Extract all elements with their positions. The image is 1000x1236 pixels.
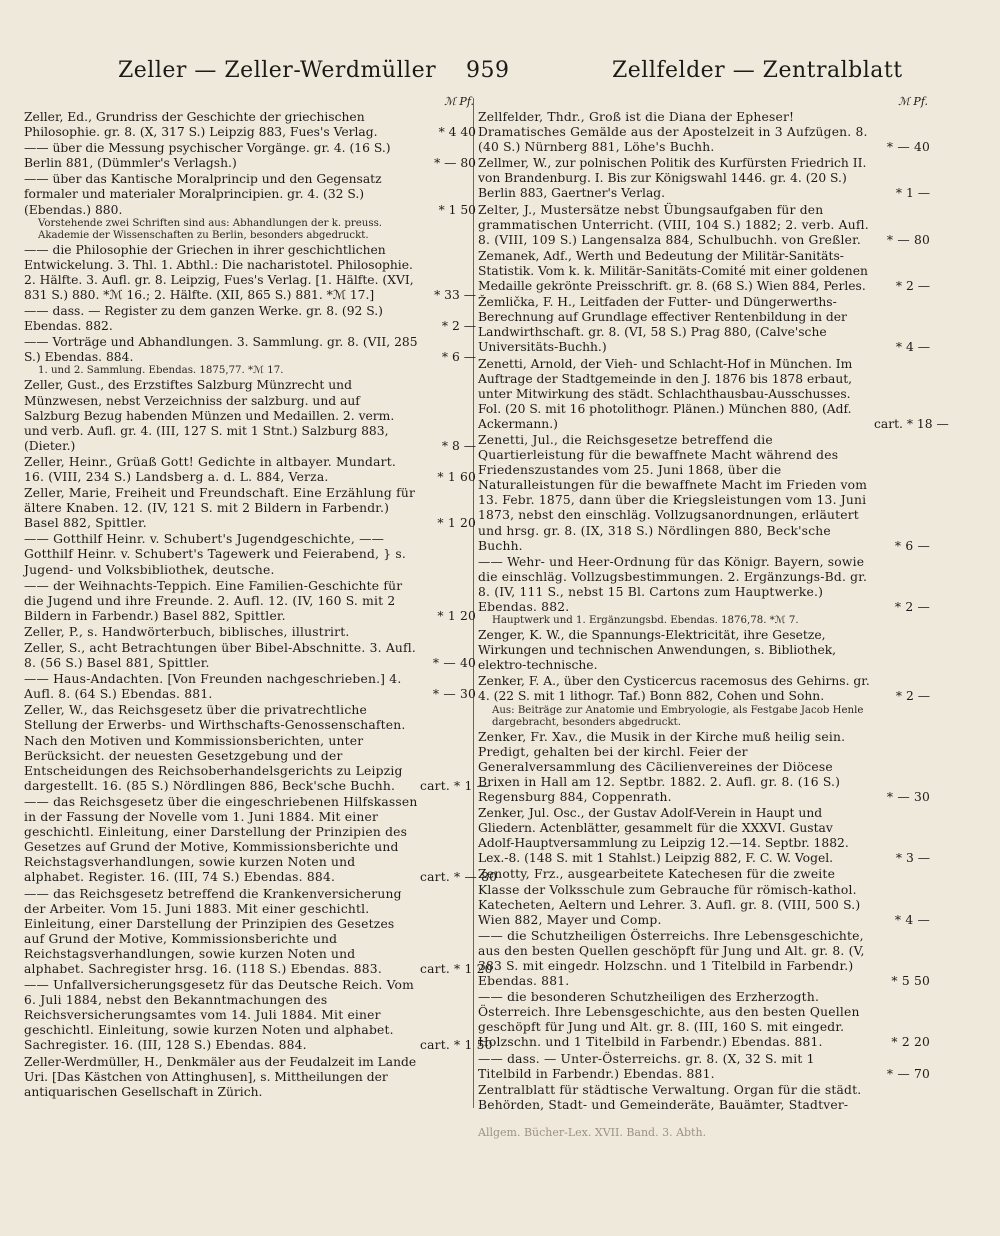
catalog-entry [24,1055,476,1100]
catalog-entry [24,141,476,171]
catalog-entry [478,555,930,615]
running-head [0,58,1000,88]
entry-price: * 1 50 [438,202,476,217]
currency-header: ℳ Pf. [898,95,928,108]
entry-price: * — 40 [886,140,930,155]
entry-text: Zentralblatt für städtische Verwaltung. Organ für die städt. Behörden, Stadt- und Gemeinderäte, Bauämter, Stadtver- [478,1082,862,1112]
entry-price: * 1 60 [437,469,476,484]
catalog-entry [24,794,498,886]
entry-price: cart. * 1 20 [420,961,493,976]
entry-text: Zeller-Werdmüller, H., Denkmäler aus der Feudalzeit im Lande Uri. [Das Kästchen von Attinghusen], s. Mittheilungen der antiquarischen Gesellschaft in Zürich. [24,1054,417,1099]
running-head-left: Zeller — Zeller-Werdmüller [118,58,437,83]
entry-price: * 4 — [895,340,930,355]
entry-price: * 33 — [434,287,476,302]
catalog-entry [478,156,930,201]
entry-text: Zenger, K. W., die Spannungs-Elektricität, ihre Gesetze, Wirkungen und technischen Anwendungen, s. Bibliothek, elektro-technische. [478,628,837,673]
entry-price: * — 30 [886,789,930,804]
left-column [24,94,498,1100]
entry-text: —— das Reichsgesetz betreffend die Krankenversicherung der Arbeiter. Vom 15. Juni 1883. Mit einer geschichtl. Einleitung, einer Darstellung der Prinzipien des Gesetzes auf Grund der Motive, Kommissionsberichte und Reichstagsverhandlungen, sowie kurzen Noten und alphabet. Sachregister hrsg. 16. (118 S.) Ebendas. 883. [24,886,402,976]
entry-price: * 8 — [441,438,476,453]
left-entries [24,110,498,1100]
entry-text: —— die besonderen Schutzheiligen des Erzherzogth. Österreich. Ihre Lebensgeschichte, aus den besten Quellen geschöpft für Jung und Alt. gr. 8. (III, 160 S. mit eingedr. Holzschn. und 1 Titelbild in Farbendr.) Ebendas. 881. [478,990,860,1050]
entry-text: Zellfelder, Thdr., Groß ist die Diana der Epheser! Dramatisches Gemälde aus der Apostelzeit in 3 Aufzügen. 8. (40 S.) Nürnberg 881, Löhe's Buchh. [478,110,868,155]
catalog-entry [478,628,930,673]
catalog-entry [24,672,476,702]
entry-text: Zemanek, Adf., Werth und Bedeutung der Militär-Sanitäts-Statistik. Vom k. k. Militär-Sanitäts-Comité mit einer goldenen Medaille gekrönte Preisschrift. gr. 8. (68 S.) Wien 884, Perles. [478,248,868,294]
entry-price: * 2 — [441,319,476,334]
catalog-entry [478,1083,930,1113]
catalog-entry [24,486,476,531]
entry-text: Zeller, Marie, Freiheit und Freundschaft. Eine Erzählung für ältere Knaben. 12. (IV, 121 S. mit 2 Bildern in Farbendr.) Basel 882, Spittler. [24,486,416,531]
entry-price: * — 40 [432,656,476,671]
entry-text: Zenotty, Frz., ausgearbeitete Katechesen für die zweite Klasse der Volksschule zum Gebrauche für römisch-kathol. Katecheten, Aeltern und Lehrer. 3. Aufl. gr. 8. (VIII, 500 S.) Wien 882, Mayer und Comp. [478,867,861,927]
entry-text: Zeller, S., acht Betrachtungen über Bibel-Abschnitte. 3. Aufl. 8. (56 S.) Basel 881, Spittler. [24,641,417,671]
catalog-entry [478,295,930,355]
entry-text: —— über das Kantische Moralprincip und den Gegensatz formaler und materialer Moralprincipien. gr. 4. (32 S.) (Ebendas.) 880. [24,172,382,217]
entry-text: Zeller, Gust., des Erzstiftes Salzburg Münzrecht und Münzwesen, nebst Verzeichniss der salzburg. und auf Salzburg Bezug habenden Münzen und Medaillen. 2. verm. und verb. Aufl. gr. 4. (III, 127 S. mit 1 Stnt.) Salzburg 883, (Dieter.) [24,378,395,453]
entry-price: * — 70 [886,1066,930,1081]
running-head-right: Zellfelder — Zentralblatt [612,58,903,83]
entry-note: 1. und 2. Sammlung. Ebendas. 1875,77. *ℳ 17. [38,365,284,377]
entry-text: Zellmer, W., zur polnischen Politik des Kurfürsten Friedrich II. von Brandenburg. I. Bis zur Königswahl 1446. gr. 4. (20 S.) Berlin 883, Gaertner's Verlag. [478,156,867,201]
right-column [478,94,949,1140]
catalog-entry [24,335,476,365]
entry-text: —— Haus-Andachten. [Von Freunden nachgeschrieben.] 4. Aufl. 8. (64 S.) Ebendas. 881. [24,672,402,702]
catalog-entry [24,703,490,794]
bleed-through-text: Allgem. Bücher-Lex. XVII. Band. 3. Abth. [478,1125,707,1139]
entry-text: —— der Weihnachts-Teppich. Eine Familien-Geschichte für die Jugend und ihre Freunde. 2. Aufl. 12. (IV, 160 S. mit 2 Bildern in Farbendr.) Basel 882, Spittler. [24,578,403,623]
entry-price: * — 80 [886,232,930,247]
entry-text: —— dass. — Unter-Österreichs. gr. 8. (X, 32 S. mit 1 Titelbild in Farbendr.) Ebendas. 881. [478,1051,815,1081]
entry-price: * 6 — [894,538,930,553]
catalog-entry [24,886,493,978]
entry-text: Zeller, Ed., Grundriss der Geschichte der griechischen Philosophie. gr. 8. (X, 317 S.) Leipzig 883, Fues's Verlag. [24,110,378,140]
right-entries [478,110,949,1113]
entry-text: —— über die Messung psychischer Vorgänge. gr. 4. (16 S.) Berlin 881, (Dümmler's Verlagsh.) [24,141,391,171]
catalog-entry [478,110,930,155]
catalog-entry [24,378,476,453]
catalog-entry [478,990,930,1050]
page-number: 959 [466,58,510,83]
catalog-entry [24,579,476,624]
entry-text: Žemlička, F. H., Leitfaden der Futter- und Düngerwerths-Berechnung auf Grundlage effectiver Rentenbildung in der Landwirthschaft. gr. 8. (VI, 58 S.) Prag 880, (Calve'sche Universitäts-Buchh.) [478,295,847,355]
entry-text: —— die Schutzheiligen Österreichs. Ihre Lebensgeschichte, aus den besten Quellen geschöpft für Jung und Alt. gr. 8. (V, 383 S. mit eingedr. Holzschn. und 1 Titelbild in Farbendr.) Ebendas. 881. [478,928,865,989]
entry-price: * 2 — [894,600,930,614]
entry-note: Hauptwerk und 1. Ergänzungsbd. Ebendas. 1876,78. *ℳ 7. [492,615,799,627]
catalog-entry [24,243,476,303]
catalog-entry [478,433,930,554]
currency-header: ℳ Pf. [444,95,474,108]
catalog-entry [24,304,476,334]
entry-price: * 1 20 [437,608,476,623]
entry-price: * 2 20 [891,1035,930,1050]
entry-text: Zelter, J., Mustersätze nebst Übungsaufgaben für den grammatischen Unterricht. (VIII, 104 S.) 1882; 2. verb. Aufl. 8. (VIII, 109 S.) Langensalza 884, Schulbuchh. von Greßler. [478,202,869,247]
catalog-entry [24,455,476,485]
catalog-entry [478,1052,930,1082]
catalog-entry [478,730,930,805]
entry-price: * — 30 [432,687,476,702]
entry-text: —— das Reichsgesetz über die eingeschriebenen Hilfskassen in der Fassung der Novelle vom 1. Juni 1884. Mit einer geschichtl. Einleitung, einer Darstellung der Prinzipien des Gesetzes auf Grund der Motive, Kommissionsberichte und Reichstagsverhandlungen, sowie kurzen Noten und alphabet. Register. 16. (III, 74 S.) Ebendas. 884. [24,794,418,885]
catalog-entry [478,203,930,248]
entry-note: Aus: Beiträge zur Anatomie und Embryologie, als Festgabe Jacob Henle dargebracht, besonders abgedruckt. [492,704,864,728]
catalog-entry [478,929,930,989]
entry-note: Vorstehende zwei Schriften sind aus: Abhandlungen der k. preuss. Akademie der Wissenschaften zu Berlin, besonders abgedruckt. [38,217,383,241]
entry-text: Zenker, Jul. Osc., der Gustav Adolf-Verein in Haupt und Gliedern. Actenblätter, gesammelt für die XXXVI. Gustav Adolf-Hauptversammlung zu Leipzig 12.—14. Septbr. 1882. Lex.-8. (148 S. mit 1 Stahlst.) Leipzig 882, F. C. W. Vogel. [478,806,849,866]
catalog-entry [24,978,493,1053]
entry-price: * 1 — [895,186,930,201]
entry-price: * — 80 [434,156,476,171]
entry-price: cart. * — 80 [420,870,498,885]
entry-text: Zeller, W., das Reichsgesetz über die privatrechtliche Stellung der Erwerbs- und Wirthschafts-Genossenschaften. Nach den Motiven und Kommissionsberichten, unter Berücksicht. der neuesten Gesetzgebung und der Entscheidungen des Reichsoberhandelsgerichts zu Leipzig dargestellt. 16. (85 S.) Nördlingen 886, Beck'sche Buchh. [24,703,406,793]
catalog-entry [24,532,476,577]
catalog-entry [24,641,476,671]
catalog-entry [24,625,476,640]
entry-text: Zeller, P., s. Handwörterbuch, biblisches, illustrirt. [24,624,350,639]
entry-price: * 5 50 [891,974,930,989]
entry-text: —— die Philosophie der Griechen in ihrer geschichtlichen Entwickelung. 3. Thl. 1. Abthl.: Die nacharistotel. Philosophie. 2. Hälfte. 3. Aufl. gr. 8. Leipzig, Fues's Verlag. [1. Hälfte. (XVI, 831 S.) 880. *ℳ 16.; 2. Hälfte. (XII, 865 S.) 881. *ℳ 17.] [24,242,414,302]
entry-price: * 4 40 [438,125,476,140]
entry-price: * 6 — [441,350,476,365]
entry-text: —— Gotthilf Heinr. v. Schubert's Jugendgeschichte, —— Gotthilf Heinr. v. Schubert's Tagewerk und Feierabend, } s. Jugend- und Volksbibliothek, deutsche. [24,532,407,577]
entry-price: * 2 — [895,689,930,704]
entry-text: —— Vorträge und Abhandlungen. 3. Sammlung. gr. 8. (VII, 285 S.) Ebendas. 884. [24,335,418,365]
entry-price: * 1 20 [437,516,476,531]
entry-text: Zenetti, Arnold, der Vieh- und Schlacht-Hof in München. Im Auftrage der Stadtgemeinde in den J. 1876 bis 1878 erbaut, unter Mitwirkung des städt. Schlachthausbau-Ausschusses. Fol. (20 S. mit 16 photolithogr. Plänen.) München 880, (Adf. Ackermann.) [478,356,853,431]
entry-text: Zenker, Fr. Xav., die Musik in der Kirche muß heilig sein. Predigt, gehalten bei der kirchl. Feier der Generalversammlung des Cäcilienvereines der Diöcese Brixen in Hall am 12. Septbr. 1882. 2. Aufl. gr. 8. (16 S.) Regensburg 884, Coppenrath. [478,729,846,804]
catalog-entry [478,867,930,927]
catalog-entry [478,806,930,866]
entry-price: * 3 — [895,851,930,866]
catalog-entry [478,674,930,704]
catalog-entry [478,356,949,432]
catalog-entry [24,110,476,140]
entry-price: * 4 — [894,912,930,927]
entry-text: Zenetti, Jul., die Reichsgesetze betreffend die Quartierleistung für die bewaffnete Macht während des Friedenszustandes vom 25. Juni 1868, über die Naturalleistungen für die bewaffnete Macht im Frieden vom 13. Febr. 1875, dann über die Kriegsleistungen vom 13. Juni 1873, nebst den einschläg. Vollzugsanordnungen, erläutert und hrsg. gr. 8. (IX, 318 S.) Nördlingen 880, Beck'sche Buchh. [478,432,868,553]
entry-price: cart. * 1 50 [420,1038,493,1053]
catalog-entry [24,172,476,217]
entry-text: Zeller, Heinr., Grüaß Gott! Gedichte in altbayer. Mundart. 16. (VIII, 234 S.) Landsberg a. d. L. 884, Verza. [24,454,396,484]
entry-text: —— Wehr- und Heer-Ordnung für das Königr. Bayern, sowie die einschläg. Vollzugsbestimmungen. 2. Ergänzungs-Bd. gr. 8. (IV, 111 S., nebst 15 Bl. Cartons zum Hauptwerke.) Ebendas. 882. [478,554,868,614]
catalog-entry [478,249,930,294]
entry-text: Zenker, F. A., über den Cysticercus racemosus des Gehirns. gr. 4. (22 S. mit 1 lithogr. Taf.) Bonn 882, Cohen und Sohn. [478,674,870,704]
entry-text: —— dass. — Register zu dem ganzen Werke. gr. 8. (92 S.) Ebendas. 882. [24,304,383,334]
entry-price: cart. * 18 — [874,416,949,431]
entry-text: —— Unfallversicherungsgesetz für das Deutsche Reich. Vom 6. Juli 1884, nebst den Bekanntmachungen des Reichsversicherungsamtes vom 14. Juli 1884. Mit einer geschichtl. Einleitung, sowie kurzen Noten und alphabet. Sachregister. 16. (III, 128 S.) Ebendas. 884. [24,978,415,1053]
entry-price: * 2 — [895,279,930,294]
entry-price: cart. * 1 — [420,778,490,793]
